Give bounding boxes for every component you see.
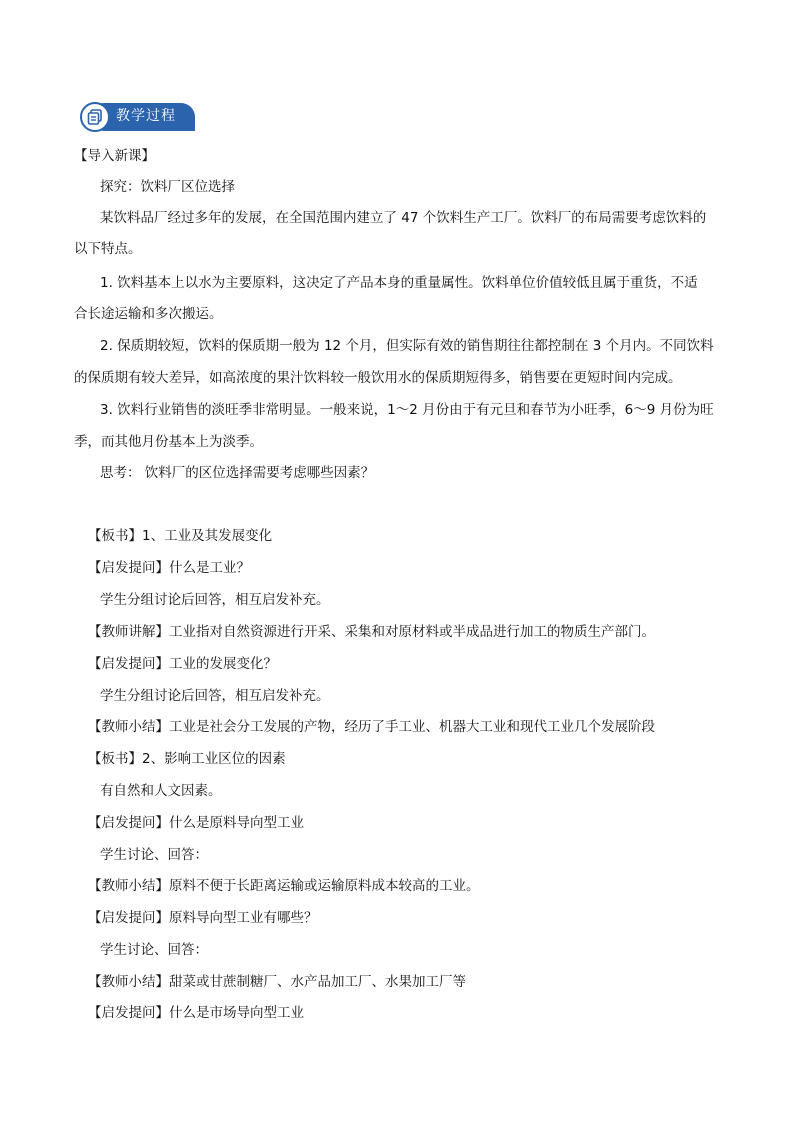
point-2-line-1: 2. 保质期较短，饮料的保质期一般为 12 个月，但实际有效的销售期往往都控制在 3 个月内。不同饮料 xyxy=(100,338,714,354)
student-discussion-2: 学生分组讨论后回答，相互启发补充。 xyxy=(100,688,330,704)
think-question: 思考： 饮料厂的区位选择需要考虑哪些因素？ xyxy=(100,465,375,481)
explore-title: 探究：饮料厂区位选择 xyxy=(100,179,235,195)
teacher-summary-3: 【教师小结】甜菜或甘蔗制糖厂、水产品加工厂、水果加工厂等 xyxy=(88,974,466,990)
student-discussion-4: 学生讨论、回答： xyxy=(100,942,208,958)
point-1-line-1: 1. 饮料基本上以水为主要原料，这决定了产品本身的重量属性。饮料单位价值较低且属于重货，不适 xyxy=(100,275,698,291)
point-3-line-1: 3. 饮料行业销售的淡旺季非常明显。一般来说，1～2 月份由于有元旦和春节为小旺季，6～9 月份为旺 xyxy=(100,402,714,418)
teacher-explanation-1: 【教师讲解】工业指对自然资源进行开采、采集和对原材料或半成品进行加工的物质生产部门。 xyxy=(88,624,655,640)
teacher-summary-2: 【教师小结】原料不便于长距离运输或运输原料成本较高的工业。 xyxy=(88,878,480,894)
section-header-teaching-process xyxy=(80,102,198,132)
teacher-summary-1: 【教师小结】工业是社会分工发展的产物，经历了手工业、机器大工业和现代工业几个发展阶段 xyxy=(88,719,655,735)
factors-text: 有自然和人文因素。 xyxy=(100,783,222,799)
student-discussion-3: 学生讨论、回答： xyxy=(100,847,208,863)
heading-intro: 【导入新课】 xyxy=(74,148,155,164)
prompt-question-4: 【启发提问】原料导向型工业有哪些？ xyxy=(88,910,318,926)
prompt-question-5: 【启发提问】什么是市场导向型工业 xyxy=(88,1005,304,1021)
paragraph-1-line-2: 以下特点。 xyxy=(74,241,142,257)
document-stack-icon xyxy=(80,102,110,132)
prompt-question-3: 【启发提问】什么是原料导向型工业 xyxy=(88,815,304,831)
prompt-question-1: 【启发提问】什么是工业？ xyxy=(88,560,250,576)
prompt-question-2: 【启发提问】工业的发展变化？ xyxy=(88,656,277,672)
point-1-line-2: 合长途运输和多次搬运。 xyxy=(74,306,223,322)
point-3-line-2: 季，而其他月份基本上为淡季。 xyxy=(74,434,263,450)
student-discussion-1: 学生分组讨论后回答，相互启发补充。 xyxy=(100,592,330,608)
board-note-2: 【板书】2、影响工业区位的因素 xyxy=(88,751,286,767)
paragraph-1-line-1: 某饮料品厂经过多年的发展，在全国范围内建立了 47 个饮料生产工厂。饮料厂的布局需要考虑饮料的 xyxy=(100,210,707,226)
board-note-1: 【板书】1、工业及其发展变化 xyxy=(88,528,273,544)
point-2-line-2: 的保质期有较大差异，如高浓度的果汁饮料较一般饮用水的保质期短得多，销售要在更短时间内完成。 xyxy=(74,370,682,386)
section-header-title: 教学过程 xyxy=(116,108,176,124)
